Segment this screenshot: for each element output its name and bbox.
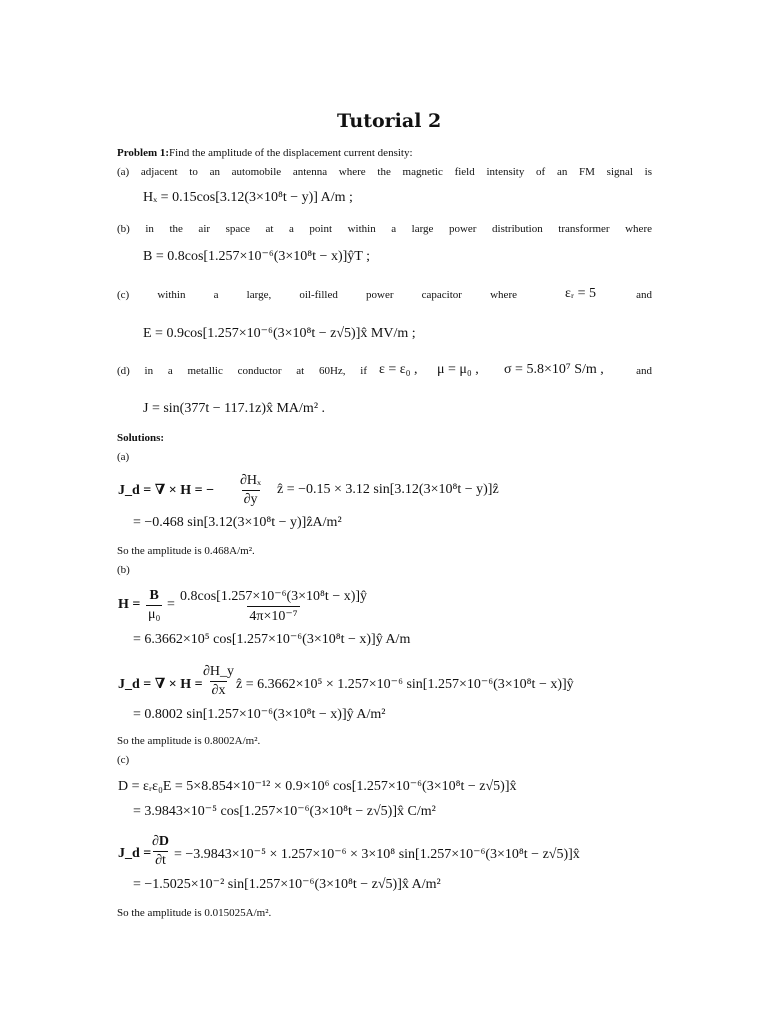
solution-c-eq2: = 3.9843×10⁻⁵ cos[1.257×10⁻⁶(3×10⁸t − z√5)]x̂ C/m² (133, 804, 436, 819)
solution-c-eq3-lhs: J_d = (118, 846, 152, 861)
fraction-numerator: B (149, 588, 159, 603)
solution-b-eq2: = 6.3662×10⁵ cos[1.257×10⁻⁶(3×10⁸t − x)]ŷ A/m (133, 632, 411, 647)
solution-c-eq3-fraction (150, 834, 171, 869)
problem-a-equation: Hₓ = 0.15cos[3.12(3×10⁸t − y)] A/m ; (143, 190, 353, 205)
solution-a-eq1-rhs: ẑ = −0.15 × 3.12 sin[3.12(3×10⁸t − y)]ẑ (277, 482, 499, 497)
solutions-heading: Solutions: (117, 432, 165, 444)
fraction-numerator: ∂H_y (203, 664, 235, 679)
problem-intro-line (117, 147, 413, 159)
solution-b-eq1-fraction1 (146, 588, 162, 623)
problem-b-text: (b) in the air space at a point within a large power distribution transformer where (117, 223, 652, 235)
solution-a-eq1-lhs: J_d = ∇ × H = − (118, 483, 215, 498)
fraction-numerator: 0.8cos[1.257×10⁻⁶(3×10⁸t − x)]ŷ (180, 589, 368, 604)
fraction-denominator: ∂y (243, 492, 258, 507)
problem-d-equation: J = sin(377t − 117.1z)x̂ MA/m² . (143, 401, 326, 416)
problem-d-condition-sigma: σ = 5.8×10⁷ S/m , (504, 362, 604, 377)
problem-c-and: and (636, 289, 652, 301)
problem-c-line (117, 286, 652, 301)
problem-d-condition-eps: ε = ε₀ , (379, 362, 418, 377)
fraction-numerator: ∂Hₓ (240, 473, 262, 488)
problem-heading: Problem 1: (117, 147, 170, 159)
problem-intro: Find the amplitude of the displacement current density: (169, 147, 413, 159)
problem-d-text: (d) in a metallic conductor at 60Hz, if (117, 365, 367, 377)
fraction-denominator: ∂x (211, 683, 226, 698)
solution-b-eq3-fraction (201, 664, 236, 699)
problem-d-line (117, 362, 652, 377)
solution-c-eq3-rhs: = −3.9843×10⁻⁵ × 1.257×10⁻⁶ × 3×10⁸ sin[1.257×10⁻⁶(3×10⁸t − z√5)]x̂ (174, 847, 580, 862)
fraction-denominator: μ₀ (148, 607, 161, 622)
fraction-numerator: ∂D (152, 834, 170, 849)
solution-c-eq1: D = εᵣε₀E = 5×8.854×10⁻¹² × 0.9×10⁶ cos[1.257×10⁻⁶(3×10⁸t − z√5)]x̂ (118, 779, 517, 794)
problem-a-text: (a) adjacent to an automobile antenna where the magnetic field intensity of an FM signal is (117, 166, 652, 178)
solution-b-label: (b) (117, 564, 130, 576)
problem-d-and: and (636, 365, 652, 377)
solution-b-eq1-fraction2 (178, 588, 369, 625)
solution-a-label: (a) (117, 451, 130, 463)
solution-c-amplitude: So the amplitude is 0.015025A/m². (117, 907, 272, 919)
solution-b-eq1-equals: = (167, 597, 175, 612)
solution-b-eq3-rhs: ẑ = 6.3662×10⁵ × 1.257×10⁻⁶ sin[1.257×10⁻⁶(3×10⁸t − x)]ŷ (236, 677, 574, 692)
solution-b-eq4: = 0.8002 sin[1.257×10⁻⁶(3×10⁸t − x)]ŷ A/m² (133, 707, 386, 722)
problem-c-text: (c) within a large, oil-filled power capacitor where (117, 289, 517, 301)
solution-a-eq2: = −0.468 sin[3.12(3×10⁸t − y)]ẑA/m² (133, 515, 342, 530)
solution-c-eq4: = −1.5025×10⁻² sin[1.257×10⁻⁶(3×10⁸t − z√5)]x̂ A/m² (133, 877, 441, 892)
solution-b-eq1-lhs: H = (118, 597, 141, 612)
page-title: Tutorial 2 (337, 110, 442, 132)
problem-c-condition: εᵣ = 5 (565, 286, 596, 301)
fraction-denominator: ∂t (155, 853, 166, 868)
solution-c-label: (c) (117, 754, 130, 766)
problem-b-equation: B = 0.8cos[1.257×10⁻⁶(3×10⁸t − x)]ŷT ; (143, 249, 370, 264)
fraction-denominator: 4π×10⁻⁷ (247, 606, 299, 625)
solution-b-eq3-lhs: J_d = ∇ × H = (118, 677, 203, 692)
problem-d-condition-mu: μ = μ₀ , (437, 362, 479, 377)
solution-b-amplitude: So the amplitude is 0.8002A/m². (117, 735, 261, 747)
solution-a-eq1-fraction (238, 473, 263, 508)
problem-c-equation: E = 0.9cos[1.257×10⁻⁶(3×10⁸t − z√5)]x̂ MV/m ; (143, 326, 416, 341)
solution-a-amplitude: So the amplitude is 0.468A/m². (117, 545, 255, 557)
